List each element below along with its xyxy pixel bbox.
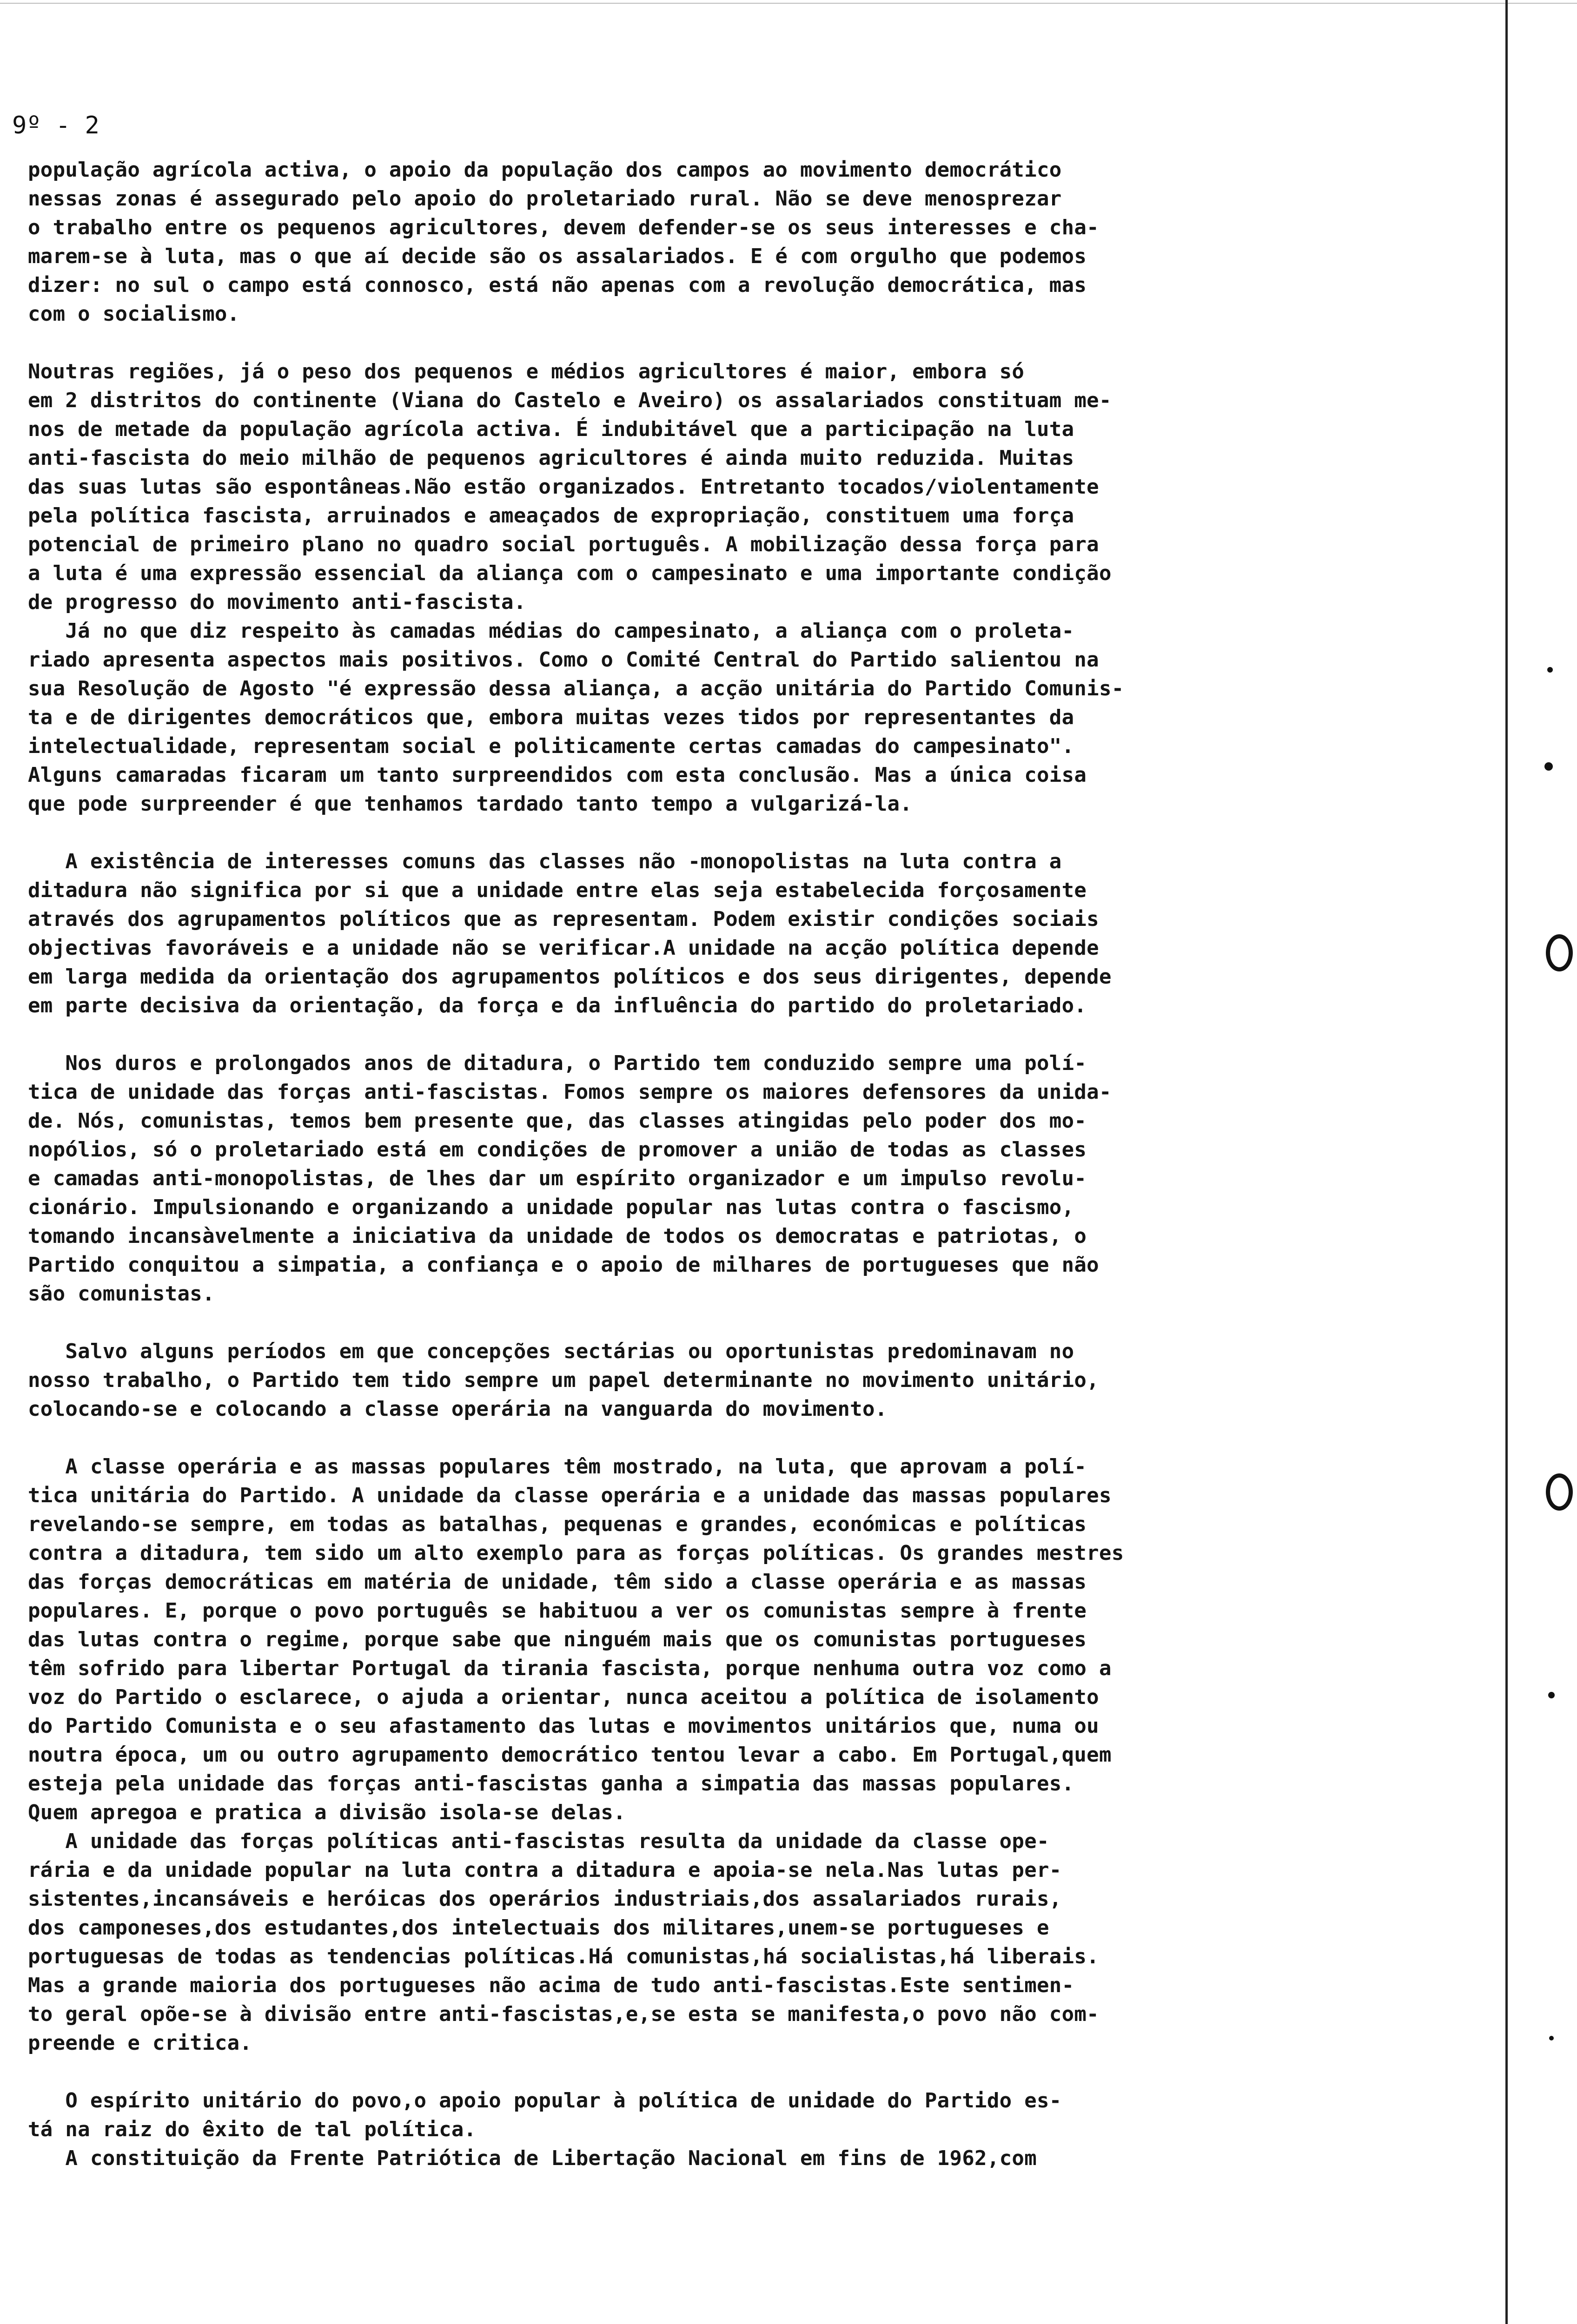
margin-mark xyxy=(1549,2036,1554,2040)
text-line: O espírito unitário do povo,o apoio popular à política de unidade do Partido es- xyxy=(28,2089,1062,2113)
text-line: têm sofrido para libertar Portugal da tirania fascista, porque nenhuma outra voz como a xyxy=(28,1657,1112,1680)
text-line: colocando-se e colocando a classe operária na vanguarda do movimento. xyxy=(28,1397,888,1421)
text-line: a luta é uma expressão essencial da aliança com o campesinato e uma importante condição xyxy=(28,561,1112,585)
margin-mark xyxy=(1547,667,1553,673)
text-line: Já no que diz respeito às camadas médias do campesinato, a aliança com o proleta- xyxy=(28,619,1074,643)
text-line: e camadas anti-monopolistas, de lhes dar um espírito organizador e um impulso revolu- xyxy=(28,1167,1087,1190)
text-line: A classe operária e as massas populares têm mostrado, na luta, que aprovam a polí- xyxy=(28,1455,1087,1479)
text-line: preende e critica. xyxy=(28,2031,252,2055)
text-line: Salvo alguns períodos em que concepções sectárias ou oportunistas predominavam no xyxy=(28,1340,1074,1363)
text-line: que pode surpreender é que tenhamos tardado tanto tempo a vulgarizá-la. xyxy=(28,792,913,816)
text-line: ditadura não significa por si que a unidade entre elas seja estabelecida forçosamente xyxy=(28,878,1087,902)
text-line: população agrícola activa, o apoio da população dos campos ao movimento democrático xyxy=(28,158,1062,182)
paragraph xyxy=(28,1452,1423,2058)
text-line: em 2 distritos do continente (Viana do Castelo e Aveiro) os assalariados constituam me- xyxy=(28,389,1112,412)
text-line: objectivas favoráveis e a unidade não se verificar.A unidade na acção política depende xyxy=(28,936,1099,960)
paragraph xyxy=(28,1049,1423,1308)
margin-mark xyxy=(1544,762,1553,771)
margin-mark xyxy=(1548,1692,1555,1698)
punch-hole-top xyxy=(1546,934,1573,971)
text-line: contra a ditadura, tem sido um alto exemplo para as forças políticas. Os grandes mestres xyxy=(28,1541,1124,1565)
text-line: Quem apregoa e pratica a divisão isola-se delas. xyxy=(28,1801,626,1824)
paragraph xyxy=(28,847,1423,1020)
text-line: ta e de dirigentes democráticos que, embora muitas vezes tidos por representantes da xyxy=(28,706,1074,729)
text-line: tomando incansàvelmente a iniciativa da unidade de todos os democratas e patriotas, o xyxy=(28,1224,1087,1248)
text-line: o trabalho entre os pequenos agricultores, devem defender-se os seus interesses e cha- xyxy=(28,216,1099,239)
paragraph xyxy=(28,1337,1423,1424)
text-line: nessas zonas é assegurado pelo apoio do proletariado rural. Não se deve menosprezar xyxy=(28,187,1062,211)
punch-hole-bottom xyxy=(1546,1473,1573,1511)
text-line: tica de unidade das forças anti-fascistas. Fomos sempre os maiores defensores da unida- xyxy=(28,1080,1112,1104)
text-line: A constituição da Frente Patriótica de Libertação Nacional em fins de 1962,com xyxy=(28,2146,1037,2170)
text-line: portuguesas de todas as tendencias políticas.Há comunistas,há socialistas,há liberais. xyxy=(28,1945,1099,1968)
text-line: tá na raiz do êxito de tal política. xyxy=(28,2118,477,2141)
text-line: A existência de interesses comuns das classes não -monopolistas na luta contra a xyxy=(28,850,1062,873)
page-number: 9º - 2 xyxy=(12,112,99,139)
text-line: noutra época, um ou outro agrupamento democrático tentou levar a cabo. Em Portugal,quem xyxy=(28,1743,1112,1767)
text-line: to geral opõe-se à divisão entre anti-fascistas,e,se esta se manifesta,o povo não com- xyxy=(28,2002,1099,2026)
text-line: Partido conquitou a simpatia, a confiança e o apoio de milhares de portugueses que não xyxy=(28,1253,1099,1277)
text-line: esteja pela unidade das forças anti-fascistas ganha a simpatia das massas populares. xyxy=(28,1772,1074,1796)
text-line: populares. E, porque o povo português se habituou a ver os comunistas sempre à frente xyxy=(28,1599,1087,1623)
text-line: Noutras regiões, já o peso dos pequenos e médios agricultores é maior, embora só xyxy=(28,360,1025,383)
text-line: sistentes,incansáveis e heróicas dos operários industriais,dos assalariados rurais, xyxy=(28,1887,1062,1911)
paragraph xyxy=(28,156,1423,329)
text-line: Alguns camaradas ficaram um tanto surpreendidos com esta conclusão. Mas a única coisa xyxy=(28,763,1087,787)
text-line: de. Nós, comunistas, temos bem presente que, das classes atingidas pelo poder dos mo- xyxy=(28,1109,1087,1133)
document-body xyxy=(28,156,1423,2173)
text-line: através dos agrupamentos políticos que as representam. Podem existir condições sociais xyxy=(28,907,1099,931)
text-line: nosso trabalho, o Partido tem tido sempre um papel determinante no movimento unitário, xyxy=(28,1368,1099,1392)
text-line: anti-fascista do meio milhão de pequenos agricultores é ainda muito reduzida. Muitas xyxy=(28,446,1074,470)
text-line: nopólios, só o proletariado está em condições de promover a união de todas as classes xyxy=(28,1138,1087,1162)
paragraph xyxy=(28,357,1423,819)
text-line: do Partido Comunista e o seu afastamento das lutas e movimentos unitários que, numa ou xyxy=(28,1714,1099,1738)
text-line: rária e da unidade popular na luta contra a ditadura e apoia-se nela.Nas lutas per- xyxy=(28,1858,1062,1882)
text-line: das lutas contra o regime, porque sabe que ninguém mais que os comunistas portugueses xyxy=(28,1628,1087,1651)
text-line: das forças democráticas em matéria de unidade, têm sido a classe operária e as massas xyxy=(28,1570,1087,1594)
top-scan-rule xyxy=(0,3,1577,4)
text-line: dizer: no sul o campo está connosco, está não apenas com a revolução democrática, mas xyxy=(28,273,1087,297)
text-line: Mas a grande maioria dos portugueses não acima de tudo anti-fascistas.Este sentimen- xyxy=(28,1974,1074,1997)
text-line: pela política fascista, arruinados e ameaçados de expropriação, constituem uma força xyxy=(28,504,1074,528)
page-edge-line xyxy=(1505,0,1508,2324)
text-line: em larga medida da orientação dos agrupamentos políticos e dos seus dirigentes, depende xyxy=(28,965,1112,989)
text-line: dos camponeses,dos estudantes,dos intelectuais dos militares,unem-se portugueses e xyxy=(28,1916,1049,1940)
text-line: de progresso do movimento anti-fascista. xyxy=(28,590,526,614)
text-line: marem-se à luta, mas o que aí decide são os assalariados. E é com orgulho que podemos xyxy=(28,244,1087,268)
text-line: potencial de primeiro plano no quadro social português. A mobilização dessa força para xyxy=(28,533,1099,556)
text-line: nos de metade da população agrícola activa. É indubitável que a participação na luta xyxy=(28,417,1074,441)
text-line: tica unitária do Partido. A unidade da classe operária e a unidade das massas populares xyxy=(28,1484,1112,1507)
paragraph xyxy=(28,2086,1423,2173)
text-line: revelando-se sempre, em todas as batalhas, pequenas e grandes, económicas e políticas xyxy=(28,1512,1087,1536)
text-line: em parte decisiva da orientação, da força e da influência do partido do proletariado. xyxy=(28,994,1087,1017)
text-line: intelectualidade, representam social e politicamente certas camadas do campesinato". xyxy=(28,734,1074,758)
text-line: Nos duros e prolongados anos de ditadura, o Partido tem conduzido sempre uma polí- xyxy=(28,1051,1087,1075)
text-line: riado apresenta aspectos mais positivos. Como o Comité Central do Partido salientou na xyxy=(28,648,1099,672)
text-line: A unidade das forças políticas anti-fascistas resulta da unidade da classe ope- xyxy=(28,1829,1049,1853)
text-line: cionário. Impulsionando e organizando a unidade popular nas lutas contra o fascismo, xyxy=(28,1195,1074,1219)
text-line: são comunistas. xyxy=(28,1282,215,1306)
text-line: com o socialismo. xyxy=(28,302,240,326)
text-line: voz do Partido o esclarece, o ajuda a orientar, nunca aceitou a política de isolamento xyxy=(28,1685,1099,1709)
text-line: das suas lutas são espontâneas.Não estão organizados. Entretanto tocados/violentamente xyxy=(28,475,1099,499)
text-line: sua Resolução de Agosto "é expressão dessa aliança, a acção unitária do Partido Comunis- xyxy=(28,677,1124,700)
